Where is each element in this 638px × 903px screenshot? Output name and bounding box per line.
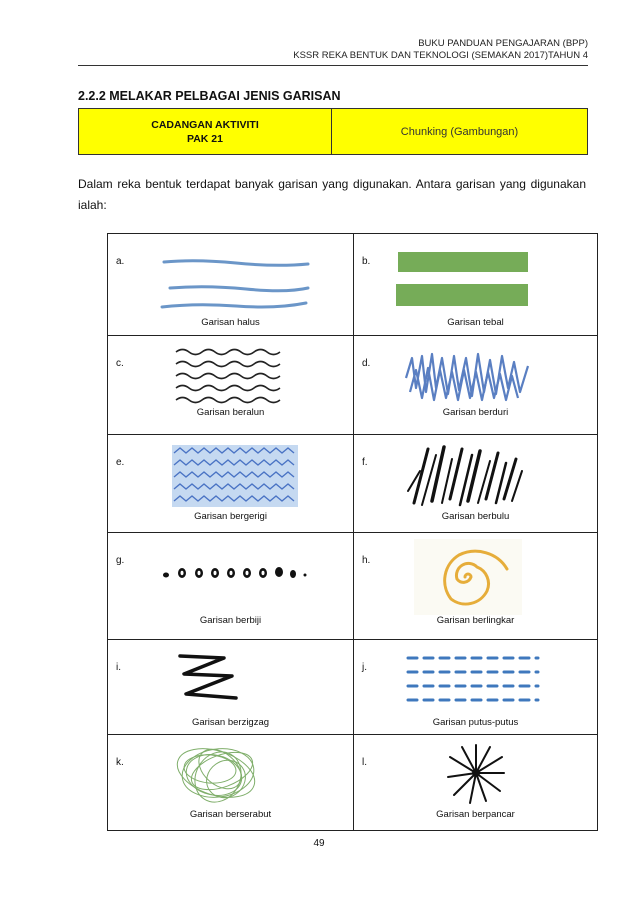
- spiral-lines-icon: [414, 539, 522, 615]
- line-cell-b: [353, 234, 597, 335]
- line-cell-d: [353, 335, 597, 434]
- spiky-lines-icon: [404, 348, 534, 408]
- line-cell-e: [108, 434, 353, 532]
- cell-caption: Garisan berzigzag: [191, 717, 270, 728]
- cell-letter: c.: [116, 358, 124, 369]
- cell-letter: g.: [116, 555, 125, 566]
- section-title: 2.2.2 MELAKAR PELBAGAI JENIS GARISAN: [78, 89, 341, 103]
- radiating-lines-icon: [446, 743, 506, 805]
- cell-caption: Garisan berserabut: [189, 809, 272, 820]
- cell-caption: Garisan berduri: [442, 407, 509, 418]
- line-cell-l: [353, 734, 597, 830]
- line-cell-c: [108, 335, 353, 434]
- header-divider: [78, 65, 588, 66]
- furry-lines-icon: [402, 441, 532, 509]
- line-cell-h: [353, 532, 597, 639]
- cell-letter: j.: [362, 662, 367, 673]
- thin-lines-icon: [156, 252, 316, 316]
- line-cell-f: [353, 434, 597, 532]
- cell-letter: b.: [362, 256, 371, 267]
- header-title: BUKU PANDUAN PENGAJARAN (BPP): [418, 38, 588, 49]
- wavy-lines-icon: [172, 346, 282, 408]
- cell-caption: Garisan berbulu: [441, 511, 510, 522]
- cell-letter: e.: [116, 457, 125, 468]
- line-cell-j: [353, 639, 597, 734]
- cell-letter: f.: [362, 457, 368, 468]
- line-cell-i: [108, 639, 353, 734]
- dashed-lines-icon: [402, 650, 542, 706]
- cell-caption: Garisan putus-putus: [432, 717, 519, 728]
- cell-letter: a.: [116, 256, 125, 267]
- seed-lines-icon: [160, 561, 310, 585]
- activity-table: [78, 108, 588, 155]
- cell-letter: i.: [116, 662, 121, 673]
- cell-caption: Garisan tebal: [447, 317, 504, 328]
- cell-caption: Garisan berlingkar: [436, 615, 515, 626]
- line-cell-k: [108, 734, 353, 830]
- zigzag-lines-icon: [174, 650, 244, 704]
- jagged-lines-icon: [172, 445, 298, 507]
- activity-value: Chunking (Gambungan): [400, 125, 519, 138]
- cell-letter: d.: [362, 358, 371, 369]
- cell-caption: Garisan bergerigi: [194, 511, 267, 522]
- cell-caption: Garisan beralun: [196, 407, 265, 418]
- activity-label: [79, 109, 332, 154]
- thick-lines-icon: [394, 250, 534, 312]
- line-types-grid: [107, 233, 598, 831]
- line-cell-a: [108, 234, 353, 335]
- activity-label-line2: PAK 21: [187, 132, 223, 145]
- cell-caption: Garisan halus: [201, 317, 260, 328]
- cell-letter: k.: [116, 757, 124, 768]
- intro-paragraph: Dalam reka bentuk terdapat banyak garisan yang digunakan. Antara garisan yang digunakan ialah:: [78, 177, 586, 212]
- header-subtitle: KSSR REKA BENTUK DAN TEKNOLOGI (SEMAKAN 2017)TAHUN 4: [293, 50, 588, 61]
- cell-letter: h.: [362, 555, 371, 566]
- tangled-lines-icon: [170, 739, 268, 807]
- page-number: 49: [313, 838, 325, 849]
- cell-caption: Garisan berpancar: [436, 809, 515, 820]
- cell-caption: Garisan berbiji: [199, 615, 262, 626]
- line-cell-g: [108, 532, 353, 639]
- activity-label-line1: CADANGAN AKTIVITI: [151, 118, 259, 131]
- cell-letter: l.: [362, 757, 367, 768]
